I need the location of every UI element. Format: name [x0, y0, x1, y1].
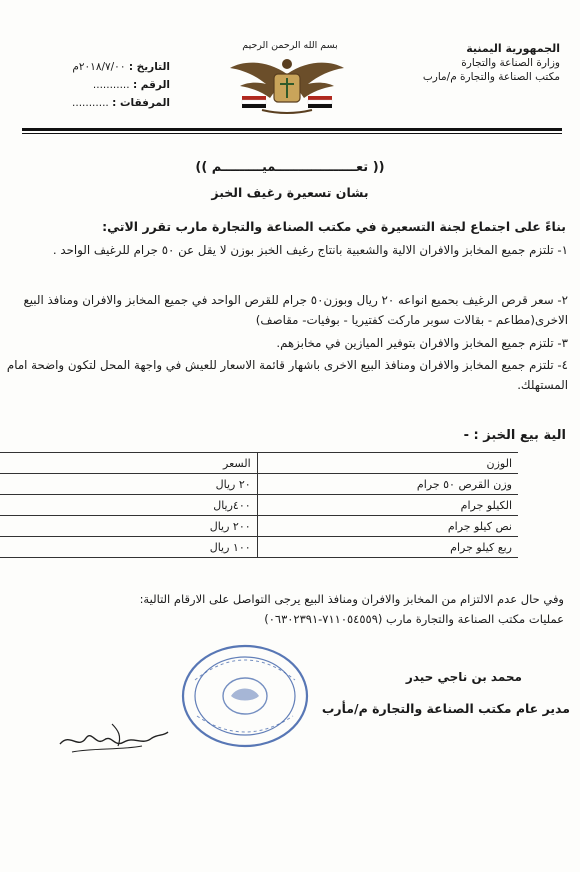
weight-column-header: الوزن [257, 453, 518, 474]
clause-1: ١- تلتزم جميع المخابز والافران الالية والشعبية بانتاج رغيف الخبز بوزن لا يقل عن ٥٠ جرام للرغيف الواحد . [52, 243, 568, 257]
table-row [0, 495, 518, 516]
letterhead-issuer [390, 42, 560, 84]
table-row [0, 516, 518, 537]
attachments-value: ........... [72, 97, 109, 109]
signer-title: مدير عام مكتب الصناعة والتجارة م/مأرب [321, 701, 570, 716]
price-cell: ٢٠٠ ريال [0, 516, 257, 537]
weight-cell: ربع كيلو جرام [257, 537, 518, 558]
clause-3: ٣- تلتزم جميع المخابز والافران بتوفير الميازين في مخابزهم. [276, 336, 568, 350]
date-value: ٢٠١٨/٧/٠٠م [72, 61, 126, 73]
clause-4: ٤- تلتزم جميع المخابز والافران ومنافذ البيع الاخرى باشهار قائمة الاسعار للعيش في واجهة المحل لتكون واضحة امام المستهلك. [6, 358, 568, 392]
contact-line-2: عمليات مكتب الصناعة والتجارة مارب (٧١١٠٥٤٥٥٩-٠٦٣٠٢٣٩١) [264, 612, 564, 626]
date-label: التاريخ : [128, 61, 170, 73]
letterhead-reference [10, 58, 170, 112]
header-divider [22, 128, 562, 131]
table-row [0, 537, 518, 558]
subject-line: بشان تسعيرة رغيف الخبز [211, 185, 369, 200]
table-row [0, 474, 518, 495]
price-cell: ١٠٠ ريال [0, 537, 257, 558]
signer-name: محمد بن ناجي حيدر [405, 670, 522, 684]
header-divider-thin [22, 133, 562, 134]
weight-cell: نص كيلو جرام [257, 516, 518, 537]
attachments-label: المرفقات : [112, 97, 170, 109]
republic-name: الجمهورية اليمنية [466, 42, 560, 55]
number-label: الرقم : [132, 79, 170, 91]
table-header-row [0, 453, 518, 474]
price-cell: ٤٠٠ريال [0, 495, 257, 516]
handwritten-signature-icon [52, 712, 172, 758]
price-cell: ٢٠ ريال [0, 474, 257, 495]
official-stamp-icon [165, 640, 315, 752]
price-column-header: السعر [0, 453, 257, 474]
clause-2: ٢- سعر قرص الرغيف بحميع انواعه ٢٠ ريال وبوزن٥٠ جرام للقرص الواحد في جميع المخابز والافران ومنافذ البيع الاخرى(مطاعم - بقالات سوبر ماركت كفتيريا - بوفيات- مقاصف) [23, 293, 568, 327]
weight-cell: وزن القرص ٥٠ جرام [257, 474, 518, 495]
number-value: ........... [92, 79, 130, 91]
date-row [10, 58, 170, 76]
yemen-emblem-icon [222, 54, 352, 116]
circular-title: (( تعــــــــــــــــــميـــــــــم )) [195, 160, 385, 175]
intro-paragraph: بناءً على اجتماع لجنة التسعيرة في مكتب الصناعة والتجارة مارب تقرر الاتي: [102, 219, 566, 234]
ministry-name: وزارة الصناعة والتجارة [461, 57, 560, 69]
sales-mechanism-title: الية بيع الخبز : - [463, 428, 566, 443]
weight-cell: الكيلو جرام [257, 495, 518, 516]
office-name: مكتب الصناعة والتجارة م/مارب [422, 71, 560, 83]
attachments-row [10, 94, 170, 112]
basmala: بسم الله الرحمن الرحيم [242, 40, 338, 51]
contact-line-1: وفي حال عدم الالتزام من المخابز والافران ومنافذ البيع يرجى التواصل على الارقام التالية: [139, 592, 564, 606]
number-row [10, 76, 170, 94]
contact-paragraph [4, 589, 564, 629]
price-table [0, 452, 518, 558]
